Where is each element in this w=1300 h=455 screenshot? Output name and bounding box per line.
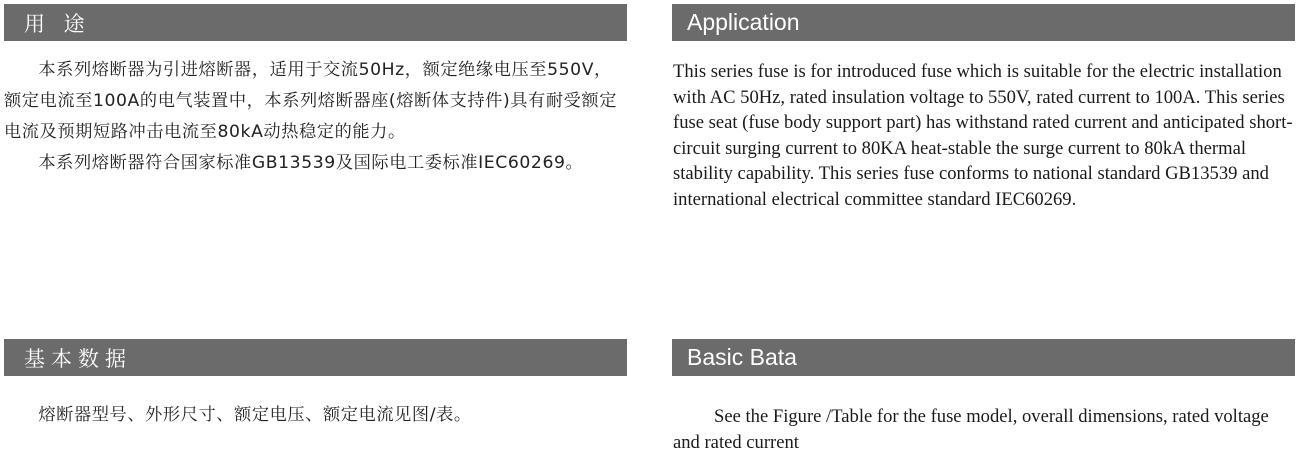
usage-paragraph-2-cn: 本系列熔断器符合国家标准GB13539及国际电工委标准IEC60269。 [38, 153, 584, 173]
basic-data-body-en [673, 404, 1293, 455]
usage-title-cn: 用 途 [24, 11, 91, 36]
application-paragraph-en: This series fuse is for introduced fuse which is suitable for the electric installation with AC 50Hz, rated insulation voltage to 550V, rated current to 100A. This series fuse seat (fuse body support part) has withstand rated current and anticipated short-circuit surging current to 80KA heat-stable the surge current to 80kA thermal stability capability. This series fuse conforms to national standard GB13539 and international electrical committee standard IEC60269. [673, 61, 1293, 210]
basic-data-body-cn [4, 400, 624, 431]
usage-header-cn [4, 4, 627, 41]
application-title-en: Application [687, 9, 800, 35]
basic-data-header-en [672, 339, 1295, 376]
application-header-en [672, 4, 1295, 41]
basic-data-paragraph-cn: 熔断器型号、外形尺寸、额定电压、额定电流见图/表。 [38, 405, 472, 425]
application-body-en [673, 59, 1293, 212]
basic-data-header-cn [4, 339, 627, 376]
usage-body-cn [4, 55, 624, 179]
basic-data-paragraph-en: See the Figure /Table for the fuse model, overall dimensions, rated voltage and rated current [673, 406, 1269, 453]
usage-paragraph-1-cn: 本系列熔断器为引进熔断器，适用于交流50Hz，额定绝缘电压至550V，额定电流至100A的电气装置中，本系列熔断器座(熔断体支持件)具有耐受额定电流及预期短路冲击电流至80kA动热稳定的能力。 [4, 60, 617, 142]
basic-data-title-cn: 基本数据 [24, 346, 132, 371]
basic-data-title-en: Basic Bata [687, 344, 797, 370]
